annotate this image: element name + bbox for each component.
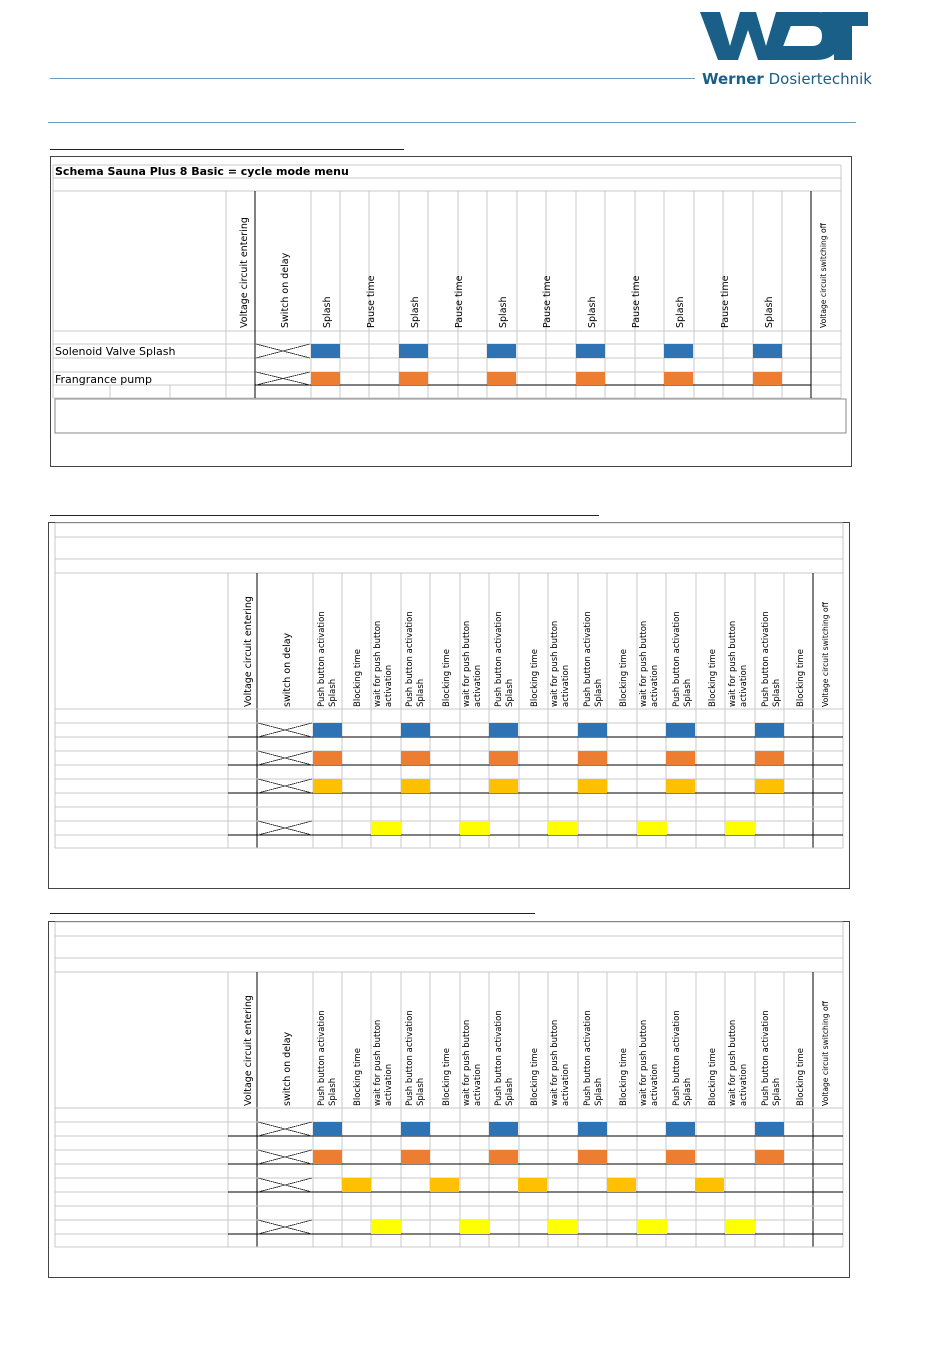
table1-header-13: Voltage circuit switching off [819,223,828,328]
table3-splash-bar-4 [666,1122,695,1136]
table3-amber-bar-4 [695,1178,724,1192]
table1-header-3: Pause time [366,275,377,328]
table1-row-label: Frangrance pump [55,373,152,386]
table3-splash-bar-1 [401,1122,430,1136]
table3-wait-bar-2 [548,1220,578,1234]
table2-header-19: Voltage circuit switching off [821,602,830,707]
table2-header-1: switch on delay [282,632,293,707]
table1-header-10: Splash [675,296,686,328]
table3-header-9: Blocking time [530,1047,540,1106]
table2-header-8: Push button activationSplash [494,611,515,707]
table2-header-14: Push button activationSplash [672,611,693,707]
table3-header-1: switch on delay [282,1031,293,1106]
table2-header-7: wait for push buttonactivation [462,620,483,707]
table3-header-16: wait for push buttonactivation [728,1019,749,1106]
table3-header-13: wait for push buttonactivation [639,1019,660,1106]
table2-header-16: wait for push buttonactivation [728,620,749,707]
table3-header-17: Push button activationSplash [761,1010,782,1106]
table1-title: Schema Sauna Plus 8 Basic = cycle mode menu [55,165,349,178]
table3-header-7: wait for push buttonactivation [462,1019,483,1106]
table3-amber-bar-3 [607,1178,636,1192]
table3-header-18: Blocking time [796,1047,806,1106]
table2-header-9: Blocking time [530,648,540,707]
table3-fragrance-bar-0 [313,1150,342,1164]
table2-header-11: Push button activationSplash [583,611,604,707]
table1-header-1: Switch on delay [280,252,291,328]
table3-splash-bar-3 [578,1122,607,1136]
table3-wait-bar-0 [371,1220,401,1234]
table1-header-6: Splash [498,296,509,328]
table1-header-12: Splash [764,296,775,328]
table3-header-10: wait for push buttonactivation [550,1019,571,1106]
table3-header-19: Voltage circuit switching off [821,1001,830,1106]
table1-header-0: Voltage circuit entering [239,217,250,328]
table2-header-10: wait for push buttonactivation [550,620,571,707]
table1-header-8: Splash [587,296,598,328]
table1-header-4: Splash [410,296,421,328]
table3-fragrance-bar-3 [578,1150,607,1164]
table2-header-5: Push button activationSplash [405,611,426,707]
table3-fragrance-bar-4 [666,1150,695,1164]
table3-splash-bar-0 [313,1122,342,1136]
table3-amber-bar-1 [430,1178,459,1192]
table3-fragrance-bar-5 [755,1150,784,1164]
table3-fragrance-bar-2 [489,1150,518,1164]
table3-wait-bar-4 [725,1220,755,1234]
table2-header-17: Push button activationSplash [761,611,782,707]
table3-header-5: Push button activationSplash [405,1010,426,1106]
table3-header-0: Voltage circuit entering [243,995,254,1106]
table2-header-2: Push button activationSplash [317,611,338,707]
table3-splash-bar-2 [489,1122,518,1136]
table3-fragrance-bar-1 [401,1150,430,1164]
table2-header-6: Blocking time [442,648,452,707]
table3-header-15: Blocking time [708,1047,718,1106]
table3-header-8: Push button activationSplash [494,1010,515,1106]
table3-header-12: Blocking time [619,1047,629,1106]
table1-header-5: Pause time [454,275,465,328]
table2-header-3: Blocking time [353,648,363,707]
table2-header-18: Blocking time [796,648,806,707]
table2-header-15: Blocking time [708,648,718,707]
table3-header-2: Push button activationSplash [317,1010,338,1106]
table3-splash-bar-5 [755,1122,784,1136]
table1-header-11: Pause time [720,275,731,328]
table1-header-2: Splash [322,296,333,328]
table3-header-14: Push button activationSplash [672,1010,693,1106]
table1-row-label: Solenoid Valve Splash [55,345,176,358]
table1-header-7: Pause time [542,275,553,328]
table3-amber-bar-0 [342,1178,371,1192]
table3-amber-bar-2 [518,1178,547,1192]
table2-header-4: wait for push buttonactivation [373,620,394,707]
table2-header-13: wait for push buttonactivation [639,620,660,707]
table2-header-0: Voltage circuit entering [243,596,254,707]
table3-wait-bar-1 [460,1220,490,1234]
table1-header-9: Pause time [631,275,642,328]
table3-header-6: Blocking time [442,1047,452,1106]
table3-header-3: Blocking time [353,1047,363,1106]
table3-wait-bar-3 [637,1220,667,1234]
table3-header-11: Push button activationSplash [583,1010,604,1106]
table2-header-12: Blocking time [619,648,629,707]
table3-header-4: wait for push buttonactivation [373,1019,394,1106]
brand-name: Werner Dosiertechnik [702,70,872,88]
